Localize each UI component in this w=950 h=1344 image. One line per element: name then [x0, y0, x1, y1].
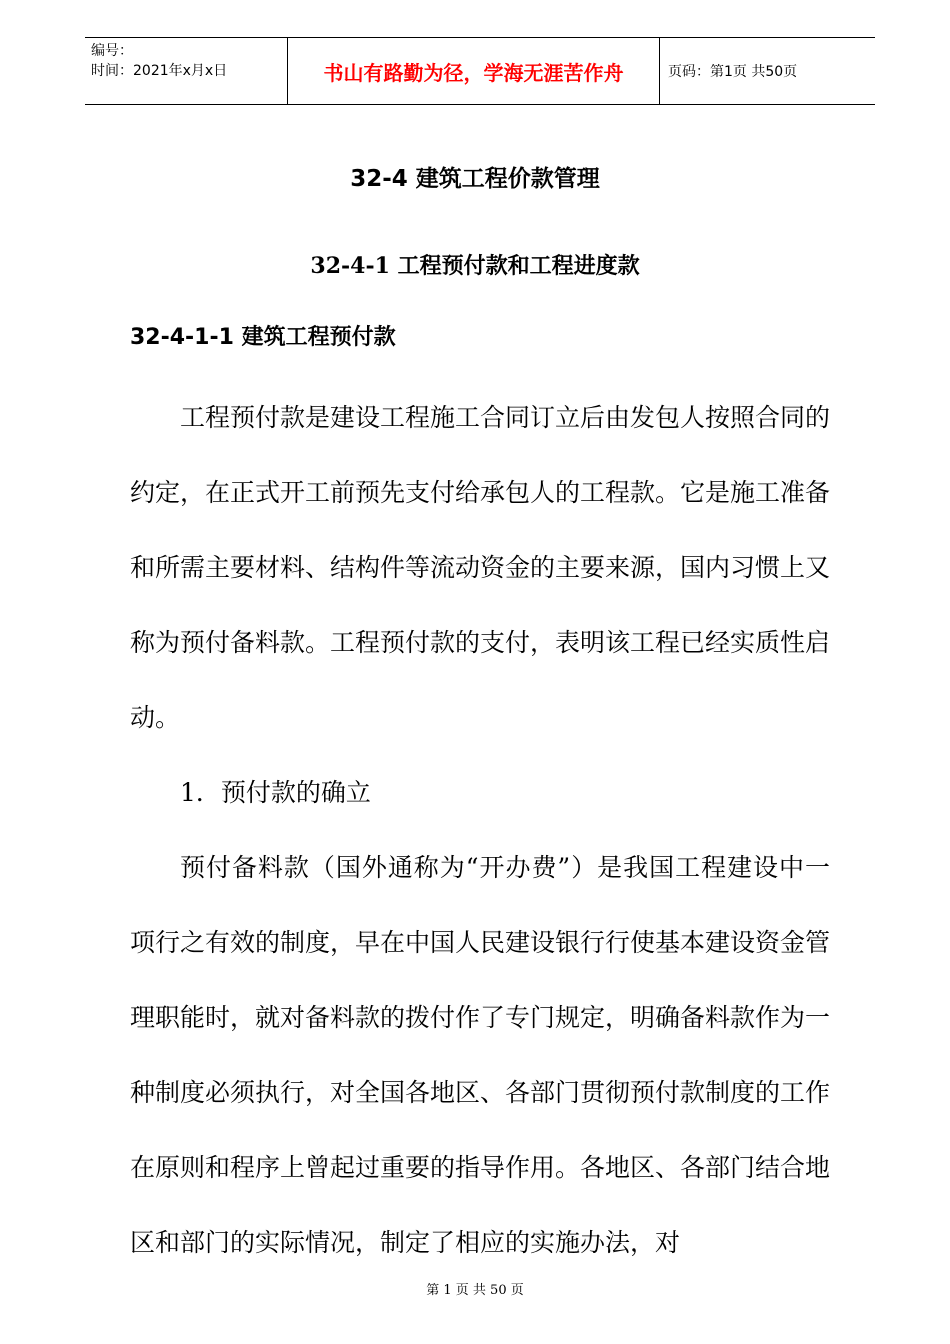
document-header — [85, 37, 875, 105]
subsection-title: 32-4-1-1 建筑工程预付款 — [130, 325, 396, 350]
chapter-title: 32-4 建筑工程价款管理 — [350, 166, 600, 192]
numbered-heading: 1．预付款的确立 — [180, 778, 371, 807]
section-title: 32-4-1 工程预付款和工程进度款 — [310, 253, 640, 279]
document-time-label: 时间：2021年x月x日 — [91, 63, 228, 79]
header-page-info: 页码：第1页 共50页 — [668, 64, 798, 80]
paragraph: 工程预付款是建设工程施工合同订立后由发包人按照合同的约定，在正式开工前预先支付给承包人的工程款。它是施工准备和所需主要材料、结构件等流动资金的主要来源，国内习惯上又称为预付备料款。工程预付款的支付，表明该工程已经实质性启动。 — [130, 403, 831, 732]
document-body — [130, 380, 830, 1280]
document-number-label: 编号： — [91, 43, 133, 59]
header-motto: 书山有路勤为径，学海无涯苦作舟 — [288, 38, 660, 104]
header-meta — [85, 38, 288, 104]
paragraph: 预付备料款（国外通称为“开办费”）是我国工程建设中一项行之有效的制度，早在中国人民建设银行行使基本建设资金管理职能时，就对备料款的拨付作了专门规定，明确备料款作为一种制度必须执行，对全国各地区、各部门贯彻预付款制度的工作在原则和程序上曾起过重要的指导作用。各地区、各部门结合地区和部门的实际情况，制定了相应的实施办法，对 — [130, 853, 831, 1257]
page-footer: 第 1 页 共 50 页 — [426, 1283, 524, 1298]
